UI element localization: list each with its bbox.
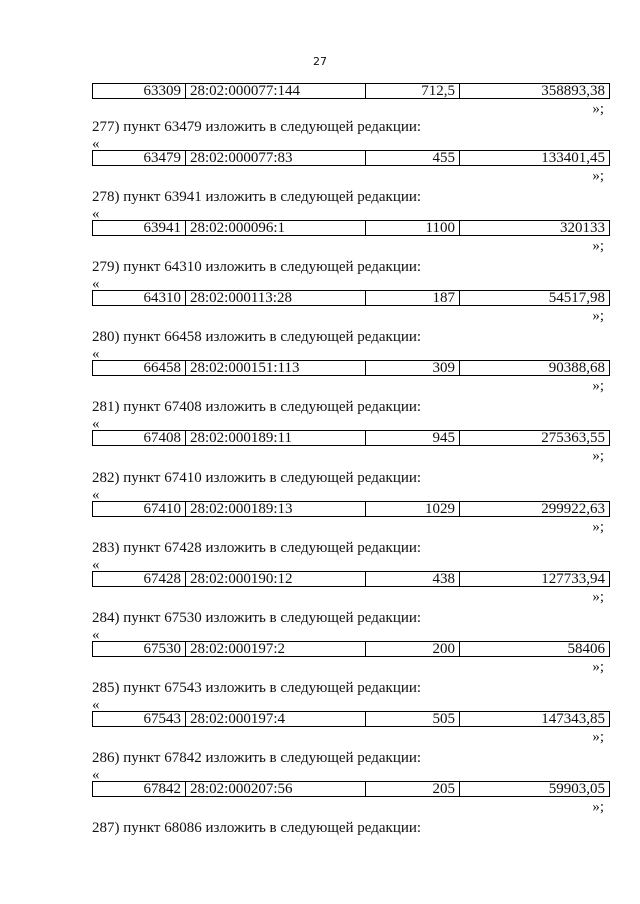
close-quote: »;: [592, 168, 604, 184]
cell-area: 205: [366, 782, 460, 796]
cell-value: 320133: [560, 221, 605, 236]
cell-number: 63479: [93, 151, 186, 165]
cell-value: 133401,45: [541, 151, 605, 165]
cell-value: 127733,94: [541, 571, 605, 586]
cell-cadastral-id: 28:02:000189:11: [186, 431, 366, 445]
close-quote: »;: [592, 798, 604, 815]
table-row: [92, 641, 610, 657]
cell-area: 712,5: [366, 84, 460, 98]
cell-cadastral-id: 28:02:000077:144: [186, 84, 366, 98]
cell-value: 275363,55: [541, 431, 605, 446]
close-quote: »;: [592, 728, 604, 745]
entry-block: [0, 398, 640, 468]
paragraph-heading: 287) пункт 68086 изложить в следующей редакции:: [92, 820, 422, 836]
cell-number: 67543: [93, 712, 186, 726]
cell-number: 63309: [93, 84, 186, 98]
table-row: [92, 501, 610, 517]
cell-value: 54517,98: [548, 291, 605, 306]
entry-block: [0, 609, 640, 679]
close-quote: »;: [592, 518, 604, 535]
entry-block: [0, 679, 640, 749]
paragraph-heading: 286) пункт 67842 изложить в следующей редакции:: [92, 749, 422, 766]
cell-number: 66458: [93, 361, 186, 375]
open-quote: «: [92, 206, 100, 223]
entry-block: [0, 188, 640, 258]
open-quote: «: [92, 346, 100, 363]
cell-number: 67428: [93, 572, 186, 586]
paragraph-heading: 281) пункт 67408 изложить в следующей редакции:: [92, 399, 422, 416]
page-number: 27: [313, 55, 327, 68]
cell-value: 358893,38: [541, 84, 605, 98]
table-row: [92, 290, 610, 306]
close-quote: »;: [592, 378, 604, 395]
entry-block: [0, 539, 640, 609]
cell-area: 200: [366, 642, 460, 656]
entry-block-final: [0, 819, 640, 889]
cell-area: 505: [366, 712, 460, 726]
cell-value: 58406: [567, 641, 605, 656]
cell-value: 299922,63: [541, 501, 605, 516]
cell-cadastral-id: 28:02:000197:2: [186, 642, 366, 656]
paragraph-heading: 284) пункт 67530 изложить в следующей редакции:: [92, 609, 422, 626]
table-row: [92, 150, 610, 166]
cell-area: 945: [366, 431, 460, 445]
cell-area: 187: [366, 291, 460, 305]
cell-number: 67410: [93, 502, 186, 516]
open-quote: «: [92, 486, 100, 503]
cell-number: 64310: [93, 291, 186, 305]
cell-area: 1100: [366, 221, 460, 235]
cell-cadastral-id: 28:02:000207:56: [186, 782, 366, 796]
open-quote: «: [92, 556, 100, 573]
cell-number: 67842: [93, 782, 186, 796]
open-quote: «: [92, 276, 100, 293]
table-row: [92, 83, 610, 99]
paragraph-heading: 277) пункт 63479 изложить в следующей редакции:: [92, 119, 422, 135]
cell-value: 59903,05: [548, 781, 605, 796]
close-quote: »;: [592, 588, 604, 605]
open-quote: «: [92, 416, 100, 433]
cell-number: 67408: [93, 431, 186, 445]
cell-cadastral-id: 28:02:000190:12: [186, 572, 366, 586]
cell-number: 67530: [93, 642, 186, 656]
cell-cadastral-id: 28:02:000096:1: [186, 221, 366, 235]
paragraph-heading: 285) пункт 67543 изложить в следующей редакции:: [92, 679, 422, 696]
cell-cadastral-id: 28:02:000077:83: [186, 151, 366, 165]
cell-area: 1029: [366, 502, 460, 516]
open-quote: «: [92, 696, 100, 713]
paragraph-heading: 278) пункт 63941 изложить в следующей редакции:: [92, 189, 422, 206]
cell-cadastral-id: 28:02:000189:13: [186, 502, 366, 516]
cell-area: 438: [366, 572, 460, 586]
open-quote: «: [92, 626, 100, 643]
cell-number: 63941: [93, 221, 186, 235]
entry-block: [0, 258, 640, 328]
cell-value: 90388,68: [548, 361, 605, 376]
close-quote: »;: [592, 101, 604, 117]
open-quote: «: [92, 766, 100, 783]
close-quote: »;: [592, 308, 604, 325]
cell-area: 309: [366, 361, 460, 375]
close-quote: »;: [592, 658, 604, 675]
close-quote: »;: [592, 238, 604, 255]
table-row: [92, 781, 610, 797]
close-quote: »;: [592, 448, 604, 465]
paragraph-heading: 280) пункт 66458 изложить в следующей редакции:: [92, 329, 422, 346]
open-quote: «: [92, 136, 100, 152]
paragraph-heading: 282) пункт 67410 изложить в следующей редакции:: [92, 469, 422, 486]
table-row: [92, 220, 610, 236]
table-row: [92, 360, 610, 376]
paragraph-heading: 279) пункт 64310 изложить в следующей редакции:: [92, 259, 422, 276]
cell-area: 455: [366, 151, 460, 165]
entry-block: [0, 328, 640, 398]
paragraph-heading: 283) пункт 67428 изложить в следующей редакции:: [92, 539, 422, 556]
cell-cadastral-id: 28:02:000197:4: [186, 712, 366, 726]
cell-cadastral-id: 28:02:000113:28: [186, 291, 366, 305]
table-row: [92, 571, 610, 587]
cell-value: 147343,85: [541, 711, 605, 726]
entry-block: [0, 469, 640, 539]
table-row: [92, 711, 610, 727]
entry-block: [0, 749, 640, 819]
entry-block: [0, 118, 640, 188]
table-row: [92, 430, 610, 446]
cell-cadastral-id: 28:02:000151:113: [186, 361, 366, 375]
